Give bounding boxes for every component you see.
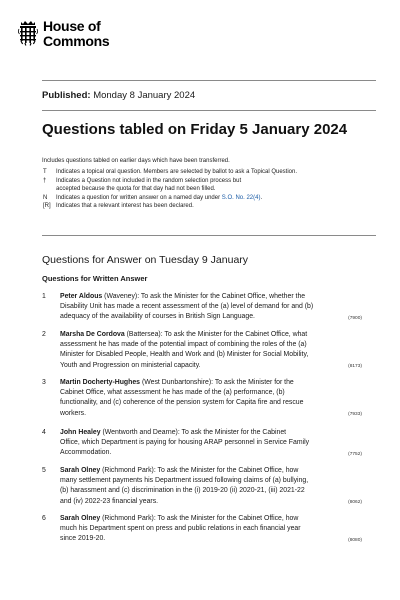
question-line: To ask the Minister for the [213, 379, 294, 386]
logo-line-1: House of [43, 18, 101, 34]
question-line: Cabinet Office, what assessment he has made of the (a) performance, (b) [60, 389, 285, 397]
house-of-commons-logo [18, 19, 138, 55]
member-name: Sarah Olney [60, 515, 101, 522]
note-text: Indicates that a relevant interest has been declared. [56, 203, 194, 210]
question-line: Youth and Progression on ministerial capacity. [60, 361, 201, 369]
question-line: since 2019-20. [60, 535, 106, 543]
question-line: adequacy of the availability of courses in British Sign Language. [60, 313, 255, 321]
question-line: assessment he has made of the potential impact of combining the roles of the (a) [60, 341, 307, 349]
notes-intro: Includes questions tabled on earlier days which have been transferred. [42, 158, 230, 164]
published-date: Monday 8 January 2024 [93, 90, 196, 101]
published-line [42, 90, 195, 101]
question-item [42, 514, 376, 552]
question-line: much his Department spent on press and public relations in each financial year [60, 525, 301, 533]
note-named-day [42, 194, 372, 203]
note-topical [42, 168, 372, 177]
question-line: Disability Unit has made a recent assessment of the (a) level of demand for and (b) [60, 303, 314, 311]
member-name: Sarah Olney [60, 467, 101, 474]
standing-order-link[interactable]: S.O. No. 22(4) [221, 194, 261, 201]
note-text-end: . [260, 194, 263, 201]
note-dagger [42, 177, 372, 194]
member-name: Marsha De Cordova [60, 331, 125, 338]
divider-below-published [42, 110, 376, 111]
question-line: functionality, and (c) coherence of the pension system for Capita fire and rescue [60, 399, 304, 407]
member-name: John Healey [60, 429, 101, 436]
member-name: Peter Aldous [60, 293, 103, 300]
note-symbol: N [43, 194, 48, 201]
divider-top [42, 80, 376, 81]
question-number: 5 [42, 467, 46, 474]
note-text: Indicates a Question not included in the random selection process but [56, 177, 242, 184]
constituency: (Richmond Park): [100, 515, 156, 522]
question-line: To ask the Minister for the Cabinet Office, how [155, 515, 299, 522]
question-line: workers. [60, 409, 87, 417]
section-heading: Questions for Answer on Tuesday 9 January [42, 254, 249, 266]
constituency: (Waveney): [102, 293, 140, 300]
question-line: (b) harassment and (c) discrimination in the (i) 2019-20 (ii) 2020-21, (iii) 2021-22 [60, 487, 305, 495]
note-symbol: † [43, 177, 47, 184]
question-number: 4 [42, 429, 46, 436]
member-name: Martin Docherty-Hughes [60, 379, 141, 386]
note-relevant-interest [42, 202, 372, 211]
question-text [60, 428, 334, 459]
question-text [60, 330, 334, 371]
constituency: (West Dunbartonshire): [140, 379, 214, 386]
question-number: 1 [42, 293, 46, 300]
question-reference: (7933) [348, 412, 362, 417]
divider-section [42, 235, 376, 236]
question-item [42, 330, 376, 378]
question-line: To ask the Minister for the Cabinet Office, how [155, 467, 299, 474]
constituency: (Wentworth and Dearne): [100, 429, 180, 436]
question-line: To ask the Minister for the Cabinet [179, 429, 287, 436]
question-reference: (8173) [348, 364, 362, 369]
question-text [60, 466, 334, 507]
question-number: 3 [42, 379, 46, 386]
logo-line-2: Commons [43, 32, 110, 49]
question-text [60, 514, 334, 545]
question-reference: (7900) [348, 316, 362, 321]
note-symbol: [R] [43, 203, 51, 210]
question-text [60, 292, 334, 323]
question-text [60, 378, 334, 419]
constituency: (Battersea): [124, 331, 163, 338]
constituency: (Richmond Park): [100, 467, 156, 474]
note-text: Indicates a question for written answer on a named day under [56, 194, 221, 201]
section-subheading: Questions for Written Answer [42, 274, 148, 283]
question-number: 2 [42, 331, 46, 338]
symbol-notes [42, 157, 372, 211]
published-label: Published: [42, 90, 91, 101]
question-reference: (8080) [348, 538, 362, 543]
document-title: Questions tabled on Friday 5 January 2024 [42, 121, 348, 138]
question-line: Minister for Disabled People, Health and Work and (b) Minister for Social Mobility, [60, 351, 309, 359]
question-item [42, 428, 376, 466]
question-line: many settlement payments his Department issued following claims of (a) bullying, [60, 477, 309, 485]
logo-wordmark [43, 19, 109, 48]
note-text: Indicates a topical oral question. Members are selected by ballot to ask a Topical Question. [56, 169, 298, 176]
question-item [42, 466, 376, 514]
note-symbol: T [43, 169, 47, 176]
question-line: Office, which Department is paying for housing ARAP personnel in Service Family [60, 439, 310, 447]
question-reference: (7752) [348, 452, 362, 457]
question-item [42, 292, 376, 332]
question-line: To ask the Minister for the Cabinet Office, what [162, 331, 308, 338]
question-item [42, 378, 376, 426]
note-text: accepted because the quota for that day had not been filled. [56, 186, 216, 193]
question-line: To ask the Minister for the Cabinet Office, whether the [139, 293, 306, 300]
portcullis-icon [18, 20, 38, 46]
question-line: and (iv) 2022-23 financial years. [60, 497, 159, 505]
question-reference: (8062) [348, 500, 362, 505]
question-number: 6 [42, 515, 46, 522]
question-line: Accommodation. [60, 449, 112, 457]
